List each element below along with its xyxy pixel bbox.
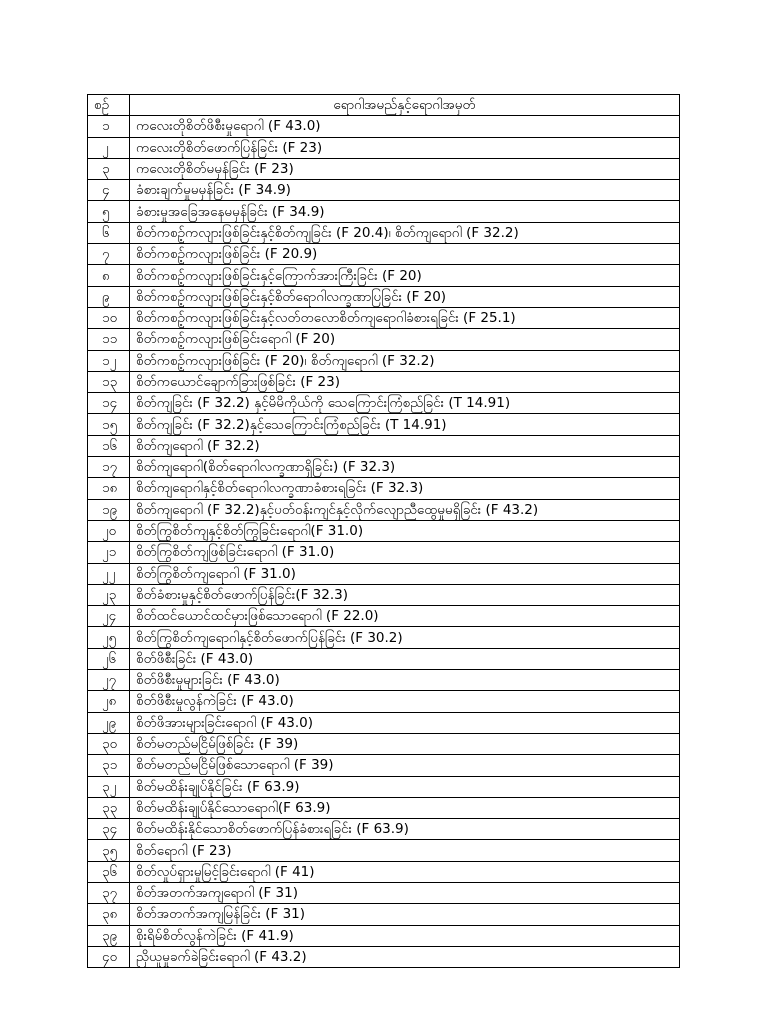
- row-number: ၂၃: [88, 584, 130, 605]
- disease-name: စိတ်မတည်မငြိမ်ဖြစ်ခြင်း (F 39): [130, 733, 680, 754]
- table-row: [88, 478, 680, 499]
- row-number: ၃၃: [88, 797, 130, 818]
- table-row: [88, 648, 680, 669]
- table-row: [88, 520, 680, 541]
- disease-name: စိတ်ကြွစိတ်ကျနှင့်စိတ်ကြွခြင်းရောဂါ(F 31.0): [130, 520, 680, 541]
- table-row: [88, 670, 680, 691]
- disease-name: စိတ်မထိန်းနိုင်သောစိတ်ဖောက်ပြန်ခံစားရခြင်း (F 63.9): [130, 819, 680, 840]
- disease-name: စိုးရိမ်စိတ်လွန်ကဲခြင်း (F 41.9): [130, 925, 680, 946]
- disease-name: စိတ်ကယောင်ချောက်ခြားဖြစ်ခြင်း (F 23): [130, 371, 680, 392]
- disease-name: စိတ်လှုပ်ရှားမှုမြင့်ခြင်းရောဂါ (F 41): [130, 861, 680, 882]
- table-body: [88, 116, 680, 968]
- table-row: [88, 776, 680, 797]
- disease-name: စိတ်အတက်အကျမြန်ခြင်း (F 31): [130, 904, 680, 925]
- table-row: [88, 606, 680, 627]
- disease-name: စိတ်မထိန်းချုပ်နိုင်သောရောဂါ(F 63.9): [130, 797, 680, 818]
- disease-name: ကလေးတိုစိတ်မမှန်ခြင်း (F 23): [130, 158, 680, 179]
- disease-name: စိတ်ကစဥ့်ကလျားဖြစ်ခြင်းနှင့်ကြောက်အားကြီးခြင်း (F 20): [130, 265, 680, 286]
- row-number: ၆: [88, 222, 130, 243]
- disease-name: စိတ်ကစဥ့်ကလျားဖြစ်ခြင်းရောဂါ (F 20): [130, 329, 680, 350]
- row-number: ၂၂: [88, 563, 130, 584]
- disease-name: ခံစားချက်မှုမမှန်ခြင်း (F 34.9): [130, 180, 680, 201]
- disease-name: ခံစားမှုအခြေအနေမမှန်ခြင်း (F 34.9): [130, 201, 680, 222]
- row-number: ၁၆: [88, 435, 130, 456]
- table-row: [88, 563, 680, 584]
- row-number: ၃၂: [88, 776, 130, 797]
- disease-name: စိတ်ထင်ယောင်ထင်မှားဖြစ်သောရောဂါ (F 22.0): [130, 606, 680, 627]
- disease-name: စိတ်မထိန်းချုပ်နိုင်ခြင်း (F 63.9): [130, 776, 680, 797]
- table-row: [88, 904, 680, 925]
- row-number: ၂၄: [88, 606, 130, 627]
- disease-name: စိတ်ကျရောဂါ(စိတ်ရောဂါလက္ခဏာရှိခြင်း) (F 32.3): [130, 457, 680, 478]
- table-row: [88, 882, 680, 903]
- disease-name: စိတ်ရောဂါ (F 23): [130, 840, 680, 861]
- row-number: ၃၇: [88, 882, 130, 903]
- table-row: [88, 691, 680, 712]
- table-row: [88, 371, 680, 392]
- disease-name: စိတ်ဖိစီးမှုလွန်ကဲခြင်း (F 43.0): [130, 691, 680, 712]
- row-number: ၁၃: [88, 371, 130, 392]
- row-number: ၃၀: [88, 733, 130, 754]
- table-row: [88, 350, 680, 371]
- row-number: ၃၈: [88, 904, 130, 925]
- table-row: [88, 925, 680, 946]
- table-header-row: [88, 95, 680, 116]
- row-number: ၁၄: [88, 393, 130, 414]
- row-number: ၂: [88, 137, 130, 158]
- row-number: ၁၁: [88, 329, 130, 350]
- table-row: [88, 627, 680, 648]
- table-row: [88, 946, 680, 967]
- disease-name: စိတ်ကစဥ့်ကလျားဖြစ်ခြင်း (F 20.9): [130, 244, 680, 265]
- disease-name: စိတ်ကျခြင်း (F 32.2)နှင့်သေကြောင်းကြံစည်ခြင်း (T 14.91): [130, 414, 680, 435]
- disease-name: စိတ်ကျရောဂါ (F 32.2)နှင့်ပတ်ဝန်းကျင်နှင့်လိုက်လျောညီထွေမှုမရှိခြင်း (F 43.2): [130, 499, 680, 520]
- row-number: ၄: [88, 180, 130, 201]
- row-number: ၅: [88, 201, 130, 222]
- table-row: [88, 733, 680, 754]
- row-number: ၈: [88, 265, 130, 286]
- table-row: [88, 840, 680, 861]
- disease-name: စိတ်ဖိစီးမှုများခြင်း (F 43.0): [130, 670, 680, 691]
- row-number: ၁: [88, 116, 130, 137]
- row-number: ၃: [88, 158, 130, 179]
- disease-table: [87, 94, 680, 968]
- row-number: ၁၇: [88, 457, 130, 478]
- row-number: ၉: [88, 286, 130, 307]
- table-row: [88, 712, 680, 733]
- column-header-number: စဉ်: [88, 95, 130, 116]
- disease-name: စိတ်အတက်အကျရောဂါ (F 31): [130, 882, 680, 903]
- disease-name: စိတ်ကျခြင်း (F 32.2) နှင့်မိမိကိုယ်ကို သေကြောင်းကြံစည်ခြင်း (T 14.91): [130, 393, 680, 414]
- table-row: [88, 158, 680, 179]
- row-number: ၂၈: [88, 691, 130, 712]
- disease-name: ညှိယူမှုခက်ခဲခြင်းရောဂါ (F 43.2): [130, 946, 680, 967]
- table-row: [88, 265, 680, 286]
- row-number: ၃၅: [88, 840, 130, 861]
- table-row: [88, 457, 680, 478]
- row-number: ၂၁: [88, 542, 130, 563]
- disease-name: စိတ်ကစဥ့်ကလျားဖြစ်ခြင်းနှင့်လတ်တလောစိတ်ကျရောဂါခံစားရခြင်း (F 25.1): [130, 307, 680, 328]
- row-number: ၁၉: [88, 499, 130, 520]
- row-number: ၁၈: [88, 478, 130, 499]
- row-number: ၂၇: [88, 670, 130, 691]
- table-row: [88, 116, 680, 137]
- table-row: [88, 286, 680, 307]
- table-row: [88, 797, 680, 818]
- table-row: [88, 180, 680, 201]
- table-row: [88, 307, 680, 328]
- disease-name: စိတ်ကြွစိတ်ကျရောဂါနှင့်စိတ်ဖောက်ပြန်ခြင်း (F 30.2): [130, 627, 680, 648]
- row-number: ၃၆: [88, 861, 130, 882]
- disease-name: စိတ်ကစဥ့်ကလျားဖြစ်ခြင်းနှင့်စိတ်ကျခြင်း (F 20.4)၊ စိတ်ကျရောဂါ (F 32.2): [130, 222, 680, 243]
- row-number: ၁၅: [88, 414, 130, 435]
- row-number: ၇: [88, 244, 130, 265]
- table-row: [88, 861, 680, 882]
- disease-name: စိတ်ဖိအားများခြင်းရောဂါ (F 43.0): [130, 712, 680, 733]
- disease-name: ကလေးတိုစိတ်ဖောက်ပြန်ခြင်း (F 23): [130, 137, 680, 158]
- row-number: ၄၀: [88, 946, 130, 967]
- disease-name: စိတ်ခံစားမှုနှင့်စိတ်ဖောက်ပြန်ခြင်း(F 32.3): [130, 584, 680, 605]
- disease-name: စိတ်ကျရောဂါ (F 32.2): [130, 435, 680, 456]
- disease-name: စိတ်ကြွစိတ်ကျဖြစ်ခြင်းရောဂါ (F 31.0): [130, 542, 680, 563]
- row-number: ၂၉: [88, 712, 130, 733]
- disease-name: စိတ်ဖိစီးခြင်း (F 43.0): [130, 648, 680, 669]
- table-row: [88, 542, 680, 563]
- table-row: [88, 393, 680, 414]
- row-number: ၁၀: [88, 307, 130, 328]
- table-row: [88, 244, 680, 265]
- disease-name: စိတ်ကစဥ့်ကလျားဖြစ်ခြင်း (F 20)၊ စိတ်ကျရောဂါ (F 32.2): [130, 350, 680, 371]
- disease-name: ကလေးတိုစိတ်ဖိစီးမှုရောဂါ (F 43.0): [130, 116, 680, 137]
- row-number: ၃၁: [88, 755, 130, 776]
- disease-name: စိတ်မတည်မငြိမ်ဖြစ်သောရောဂါ (F 39): [130, 755, 680, 776]
- row-number: ၃၄: [88, 819, 130, 840]
- disease-name: စိတ်ကစဥ့်ကလျားဖြစ်ခြင်းနှင့်စိတ်ရောဂါလက္ခဏာပြခြင်း (F 20): [130, 286, 680, 307]
- table-row: [88, 499, 680, 520]
- disease-name: စိတ်ကြွစိတ်ကျရောဂါ (F 31.0): [130, 563, 680, 584]
- row-number: ၃၉: [88, 925, 130, 946]
- table-row: [88, 414, 680, 435]
- column-header-disease: ရောဂါအမည်နှင့်ရောဂါအမှတ်: [130, 95, 680, 116]
- table-row: [88, 755, 680, 776]
- row-number: ၂၀: [88, 520, 130, 541]
- table-row: [88, 584, 680, 605]
- table-row: [88, 435, 680, 456]
- table-row: [88, 819, 680, 840]
- row-number: ၂၅: [88, 627, 130, 648]
- table-row: [88, 137, 680, 158]
- disease-name: စိတ်ကျရောဂါနှင့်စိတ်ရောဂါလက္ခဏာခံစားရခြင်း (F 32.3): [130, 478, 680, 499]
- row-number: ၂၆: [88, 648, 130, 669]
- table-row: [88, 222, 680, 243]
- table-row: [88, 329, 680, 350]
- row-number: ၁၂: [88, 350, 130, 371]
- table-row: [88, 201, 680, 222]
